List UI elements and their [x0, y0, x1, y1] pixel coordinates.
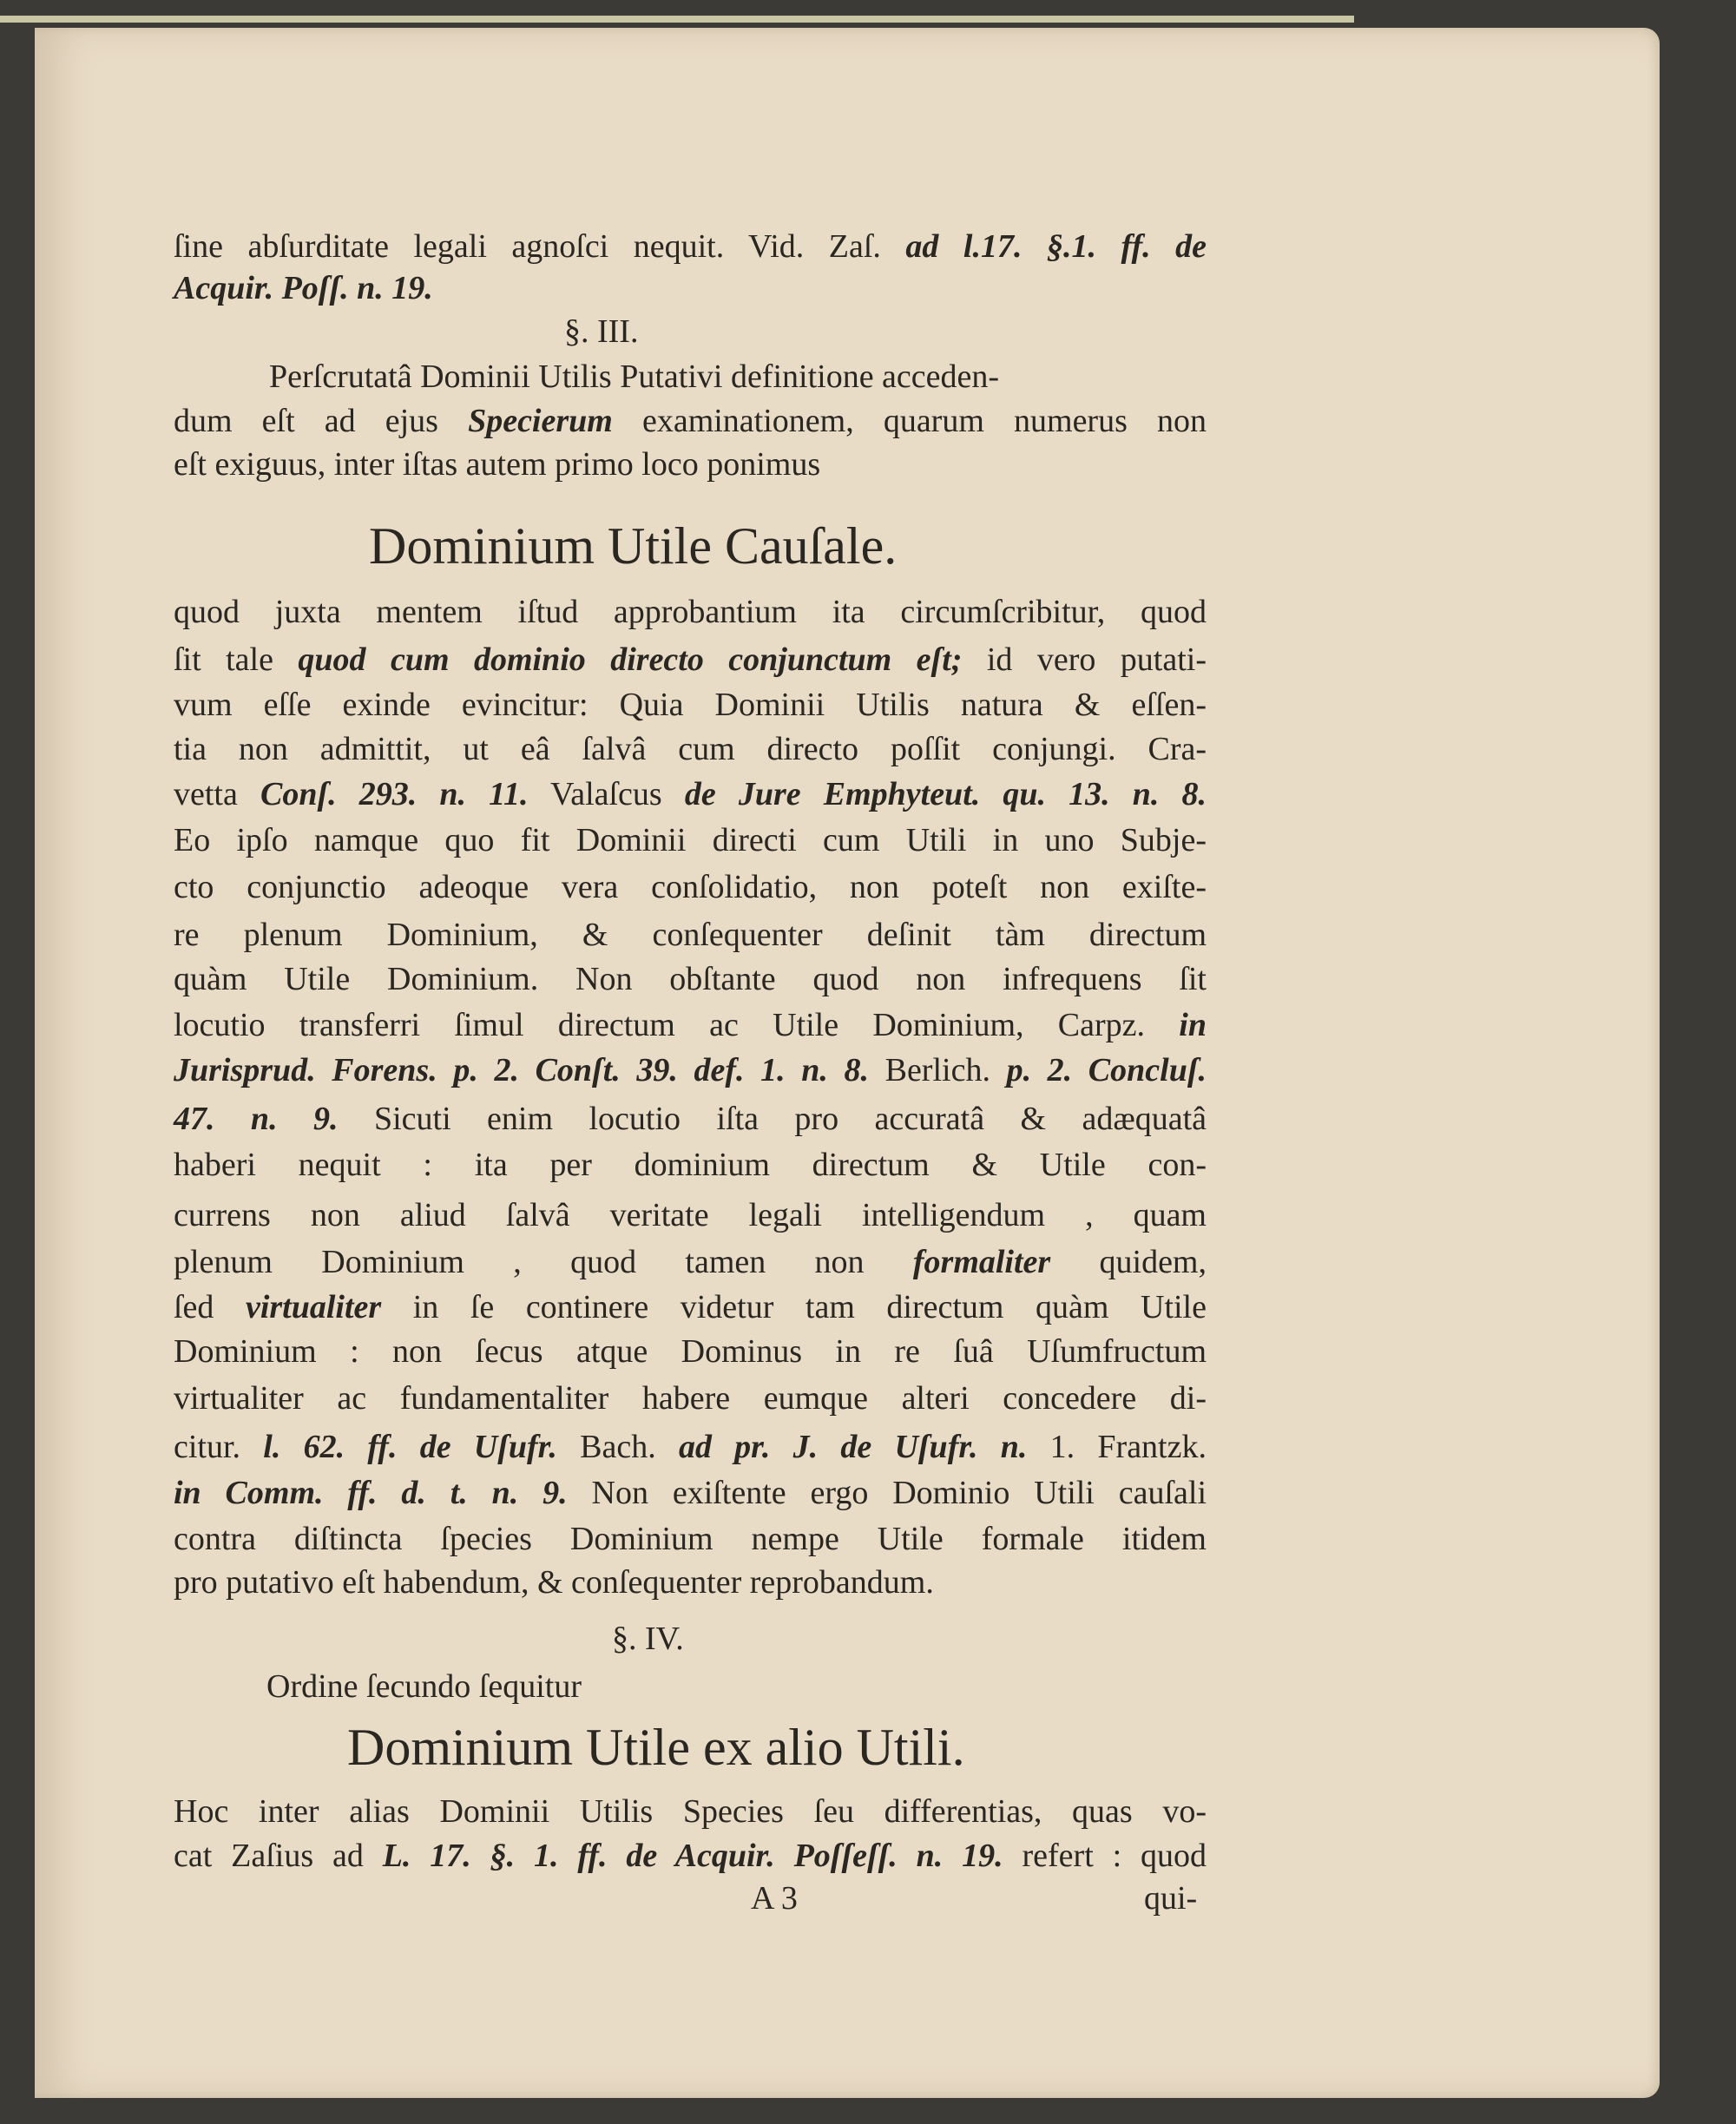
text-line — [174, 1003, 1207, 1047]
text-segment: Valaſcus — [528, 776, 685, 812]
text-line — [174, 1286, 1207, 1329]
italic-citation: Acquir. Poſſ. n. 19. — [174, 270, 433, 306]
text-segment: dum eſt ad ejus — [174, 403, 469, 439]
italic-citation: p. 2. Concluſ. — [1006, 1052, 1207, 1088]
text-line — [174, 1471, 1207, 1515]
text-line — [174, 1790, 1207, 1833]
section-heading — [347, 1717, 965, 1778]
text-line — [174, 819, 1207, 862]
text-line — [174, 443, 1207, 486]
text-line — [174, 1834, 1207, 1877]
text-line — [174, 683, 1207, 727]
italic-citation: in Comm. ff. d. t. n. 9. — [174, 1475, 568, 1511]
text-segment: Perſcrutatâ Dominii Utilis Putativi definitione acceden- — [269, 358, 1000, 395]
text-line — [174, 865, 1207, 909]
text-segment: Dominium Utile ex alio Utili. — [347, 1719, 965, 1776]
text-segment: id vero putati- — [962, 641, 1207, 678]
text-line — [174, 1561, 1207, 1604]
italic-citation: ad l.17. §.1. ff. de — [905, 228, 1207, 265]
text-line — [174, 1240, 1207, 1284]
text-line — [174, 1049, 1207, 1092]
text-line — [174, 1425, 1207, 1469]
text-segment: Eo ipſo namque quo fit Dominii directi cum Utili in uno Subje- — [174, 822, 1207, 858]
text-segment: ſine abſurditate legali agnoſci nequit. Vid. Zaſ. — [174, 228, 906, 265]
text-segment: quidem, — [1050, 1244, 1207, 1280]
italic-citation: 47. n. 9. — [174, 1101, 339, 1137]
text-line — [174, 773, 1207, 816]
text-segment: contra diſtincta ſpecies Dominium nempe Utile formale itidem — [174, 1521, 1207, 1557]
section-heading — [369, 516, 897, 576]
text-segment: Non exiſtente ergo Dominio Utili cauſali — [567, 1475, 1207, 1511]
text-line — [612, 1617, 684, 1660]
text-segment: quod juxta mentem iſtud approbantium ita circumſcribitur, quod — [174, 594, 1207, 630]
italic-citation: Specierum — [468, 403, 613, 439]
catchword: qui- — [1144, 1880, 1198, 1917]
text-line — [174, 727, 1207, 771]
italic-citation: ad pr. J. de Uſufr. n. — [678, 1429, 1028, 1465]
text-segment: vetta — [174, 776, 260, 812]
text-segment: Dominium Utile Cauſale. — [369, 517, 898, 575]
text-segment: vum eſſe exinde evincitur: Quia Dominii Utilis natura & eſſen- — [174, 687, 1207, 723]
text-line — [174, 590, 1207, 634]
italic-citation: Jurisprud. Forens. p. 2. Conſt. 39. def. 1. n. 8. — [174, 1052, 869, 1088]
text-line — [564, 310, 638, 353]
text-segment: Sicuti enim locutio iſta pro accuratâ & adæquatâ — [338, 1101, 1207, 1137]
signature-mark: A 3 — [751, 1880, 798, 1917]
text-line — [174, 957, 1207, 1001]
text-segment: Dominium : non ſecus atque Dominus in re ſuâ Uſumfructum — [174, 1333, 1207, 1370]
text-segment: locutio transferri ſimul directum ac Utile Dominium, Carpz. — [174, 1007, 1180, 1043]
text-line — [174, 1143, 1207, 1187]
text-line — [269, 355, 999, 398]
scan-edge — [0, 16, 1354, 23]
text-segment: §. III. — [564, 313, 639, 350]
text-segment: Ordine ſecundo ſequitur — [266, 1668, 582, 1705]
text-line — [174, 1194, 1207, 1237]
text-line — [174, 1377, 1207, 1420]
text-segment: cat Zaſius ad — [174, 1838, 383, 1874]
text-segment: plenum Dominium , quod tamen non — [174, 1244, 913, 1280]
italic-citation: virtualiter — [245, 1289, 382, 1325]
text-segment: in ſe continere videtur tam directum quàm Utile — [381, 1289, 1207, 1325]
italic-citation: formaliter — [912, 1244, 1051, 1280]
text-segment: virtualiter ac fundamentaliter habere eumque alteri concedere di- — [174, 1380, 1207, 1417]
italic-citation: in — [1179, 1007, 1207, 1043]
text-segment: Berlich. — [868, 1052, 1007, 1088]
text-segment: Bach. — [556, 1429, 679, 1465]
text-line — [174, 399, 1207, 443]
italic-citation: quod cum dominio directo conjunctum eſt; — [298, 641, 963, 678]
text-segment: eſt exiguus, inter iſtas autem primo loco ponimus — [174, 446, 821, 483]
text-line — [174, 913, 1207, 957]
text-segment: currens non aliud ſalvâ veritate legali intelligendum , quam — [174, 1197, 1207, 1233]
text-segment: tia non admittit, ut eâ ſalvâ cum directo poſſit conjungi. Cra- — [174, 731, 1207, 767]
text-segment: quàm Utile Dominium. Non obſtante quod non infrequens ſit — [174, 961, 1207, 997]
text-segment: re plenum Dominium, & conſequenter deſinit tàm directum — [174, 917, 1207, 953]
text-line — [174, 1517, 1207, 1561]
text-segment: refert : quod — [1003, 1838, 1207, 1874]
text-segment: 1. Frantzk. — [1027, 1429, 1207, 1465]
italic-citation: Conſ. 293. n. 11. — [260, 776, 529, 812]
italic-citation: de Jure Emphyteut. qu. 13. n. 8. — [684, 776, 1207, 812]
text-segment: examinationem, quarum numerus non — [612, 403, 1207, 439]
text-line — [174, 266, 1207, 310]
text-line — [174, 1330, 1207, 1373]
text-line — [174, 225, 1207, 268]
italic-citation: l. 62. ff. de Uſufr. — [263, 1429, 557, 1465]
text-segment: ſit tale — [174, 641, 299, 678]
text-segment: §. IV. — [612, 1621, 684, 1657]
text-line — [266, 1665, 582, 1708]
text-segment: Hoc inter alias Dominii Utilis Species ſeu differentias, quas vo- — [174, 1793, 1207, 1830]
text-segment: ſed — [174, 1289, 246, 1325]
text-line — [174, 1097, 1207, 1141]
text-segment: citur. — [174, 1429, 264, 1465]
text-segment: cto conjunctio adeoque vera conſolidatio, non poteſt non exiſte- — [174, 869, 1207, 905]
text-line — [174, 638, 1207, 681]
italic-citation: L. 17. §. 1. ff. de Acquir. Poſſeſſ. n. 19. — [382, 1838, 1003, 1874]
text-segment: haberi nequit : ita per dominium directum & Utile con- — [174, 1147, 1207, 1183]
text-segment: pro putativo eſt habendum, & conſequenter reprobandum. — [174, 1564, 934, 1601]
